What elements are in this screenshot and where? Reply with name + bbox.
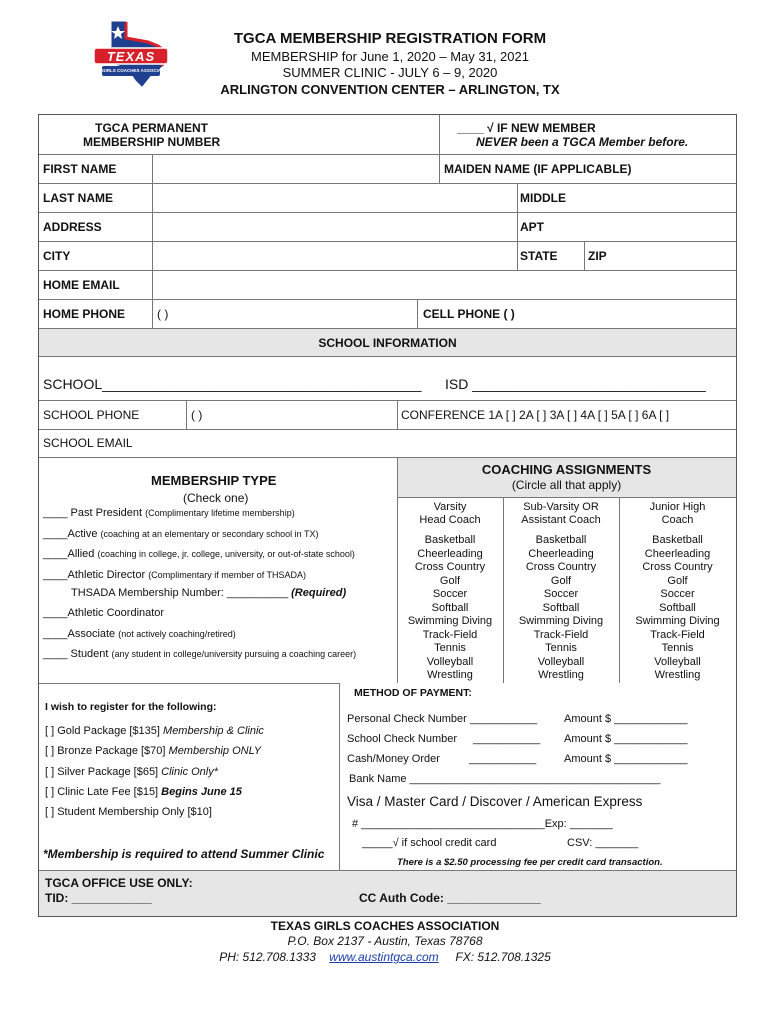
permanent-number-field[interactable]: [214, 119, 424, 149]
last-name-field[interactable]: [153, 184, 517, 211]
cash-label: Cash/Money Order: [347, 753, 440, 765]
school-check-label: School Check Number: [347, 733, 458, 745]
school-email-label: SCHOOL EMAIL: [43, 436, 133, 450]
footer-address: P.O. Box 2137 - Austin, Texas 78768: [287, 934, 483, 948]
logo-subtext: GIRLS COACHES ASSOCIATION: [102, 68, 172, 73]
membership-option-athletic-coordinator[interactable]: ____Athletic Coordinator: [43, 607, 165, 619]
new-member-note: NEVER been a TGCA Member before.: [476, 135, 689, 149]
cc-auth-field[interactable]: CC Auth Code: ______________: [359, 891, 541, 905]
zip-label: ZIP: [588, 249, 607, 263]
processing-fee-note: There is a $2.50 processing fee per credit card transaction.: [397, 857, 663, 868]
membership-required-note: *Membership is required to attend Summer Clinic: [43, 847, 325, 861]
home-email-label: HOME EMAIL: [43, 278, 120, 292]
state-label: STATE: [520, 249, 558, 263]
school-info-title: SCHOOL INFORMATION: [318, 336, 457, 350]
cell-phone-field[interactable]: CELL PHONE ( ): [423, 307, 515, 321]
option-bronze-package[interactable]: [ ] Bronze Package [$70] Membership ONLY: [45, 745, 262, 757]
bank-name-field[interactable]: Bank Name _________________________________________: [349, 773, 661, 785]
school-phone-field[interactable]: ( ): [191, 408, 203, 422]
csv-field[interactable]: CSV: _______: [567, 837, 639, 849]
card-number-field[interactable]: # ______________________________Exp: _______: [352, 818, 613, 830]
city-field[interactable]: [153, 242, 517, 269]
first-name-field[interactable]: [153, 155, 439, 182]
footer-org: TEXAS GIRLS COACHES ASSOCIATION: [270, 919, 500, 933]
register-title: I wish to register for the following:: [45, 701, 217, 713]
maiden-name-label: MAIDEN NAME (IF APPLICABLE): [444, 162, 632, 176]
option-clinic-late-fee[interactable]: [ ] Clinic Late Fee [$15] Begins June 15: [45, 786, 242, 798]
column-junior-high-header: Junior High Coach: [649, 501, 706, 526]
school-credit-card-check[interactable]: _____√ if school credit card: [362, 837, 497, 849]
logo-text: TEXAS: [106, 49, 156, 64]
permanent-number-label: TGCA PERMANENT MEMBERSHIP NUMBER: [83, 121, 221, 149]
school-check-amount[interactable]: Amount $ ____________: [564, 733, 688, 745]
school-field[interactable]: SCHOOL_________________________________________: [43, 376, 422, 392]
registration-form: [38, 114, 737, 917]
personal-check-amount[interactable]: Amount $ ____________: [564, 713, 688, 725]
home-email-field[interactable]: [153, 271, 733, 298]
summer-clinic-dates: SUMMER CLINIC - JULY 6 – 9, 2020: [282, 65, 498, 80]
option-gold-package[interactable]: [ ] Gold Package [$135] Membership & Clinic: [45, 725, 264, 737]
column-varsity-header: Varsity Head Coach: [419, 501, 481, 526]
option-student-membership[interactable]: [ ] Student Membership Only [$10]: [45, 806, 212, 818]
membership-option-associate[interactable]: ____Associate (not actively coaching/retired): [43, 628, 236, 640]
sports-list-subvarsity[interactable]: Basketball Cheerleading Cross Country Golf Soccer Softball Swimming Diving Track-Field Tennis Volleyball Wrestling: [518, 534, 604, 681]
office-use-title: TGCA OFFICE USE ONLY:: [45, 876, 193, 890]
coaching-subtitle: (Circle all that apply): [511, 478, 622, 492]
location: ARLINGTON CONVENTION CENTER – ARLINGTON, TX: [220, 82, 560, 97]
membership-option-active[interactable]: ____Active (coaching at an elementary or secondary school in TX): [43, 528, 319, 540]
membership-option-allied[interactable]: ____Allied (coaching in college, jr. college, university, or out-of-state school): [43, 548, 355, 560]
membership-type-subtitle: (Check one): [183, 491, 249, 505]
school-phone-label: SCHOOL PHONE: [43, 408, 140, 422]
membership-type-title: MEMBERSHIP TYPE: [151, 473, 277, 488]
tgca-logo: [92, 18, 170, 88]
address-field[interactable]: [153, 213, 517, 240]
apt-label: APT: [520, 220, 544, 234]
membership-period: MEMBERSHIP for June 1, 2020 – May 31, 2021: [251, 49, 529, 64]
form-title: TGCA MEMBERSHIP REGISTRATION FORM: [233, 30, 547, 47]
home-phone-field[interactable]: ( ): [157, 307, 169, 321]
column-subvarsity-header: Sub-Varsity OR Assistant Coach: [521, 501, 601, 526]
conference-checkboxes[interactable]: CONFERENCE 1A [ ] 2A [ ] 3A [ ] 4A [ ] 5A [ ] 6A [ ]: [401, 408, 670, 422]
address-label: ADDRESS: [43, 220, 102, 234]
thsada-number-field[interactable]: THSADA Membership Number: __________ (Required): [71, 587, 347, 599]
card-types: Visa / Master Card / Discover / American Express: [347, 794, 643, 809]
middle-label: MIDDLE: [520, 191, 566, 205]
sports-list-junior-high[interactable]: Basketball Cheerleading Cross Country Golf Soccer Softball Swimming Diving Track-Field Tennis Volleyball Wrestling: [635, 534, 720, 681]
personal-check-field[interactable]: Personal Check Number ___________: [347, 713, 538, 725]
isd-field[interactable]: ISD ______________________________: [445, 376, 706, 392]
coaching-title: COACHING ASSIGNMENTS: [481, 462, 652, 477]
membership-option-student[interactable]: ____ Student (any student in college/university pursuing a coaching career): [43, 648, 357, 660]
footer-contact: [0, 950, 770, 964]
cash-field[interactable]: ___________: [469, 753, 537, 765]
school-check-field[interactable]: ___________: [473, 733, 541, 745]
new-member-check[interactable]: ____ √ IF NEW MEMBER: [457, 121, 596, 135]
membership-option-past-president[interactable]: ____ Past President (Complimentary lifetime membership): [43, 507, 295, 519]
footer-website[interactable]: www.austintgca.com: [329, 950, 439, 964]
option-silver-package[interactable]: [ ] Silver Package [$65] Clinic Only*: [45, 766, 219, 778]
footer-phone: PH: 512.708.1333: [219, 950, 316, 964]
cash-amount[interactable]: Amount $ ____________: [564, 753, 688, 765]
footer-fax: FX: 512.708.1325: [455, 950, 551, 964]
tid-field[interactable]: TID: ____________: [45, 891, 152, 905]
payment-title: METHOD OF PAYMENT:: [354, 687, 472, 699]
home-phone-label: HOME PHONE: [43, 307, 126, 321]
membership-option-athletic-director[interactable]: ____Athletic Director (Complimentary if member of THSADA): [43, 569, 307, 581]
last-name-label: LAST NAME: [43, 191, 113, 205]
first-name-label: FIRST NAME: [43, 162, 117, 176]
sports-list-varsity[interactable]: Basketball Cheerleading Cross Country Golf Soccer Softball Swimming Diving Track-Field Tennis Volleyball Wrestling: [407, 534, 493, 681]
city-label: CITY: [43, 249, 71, 263]
